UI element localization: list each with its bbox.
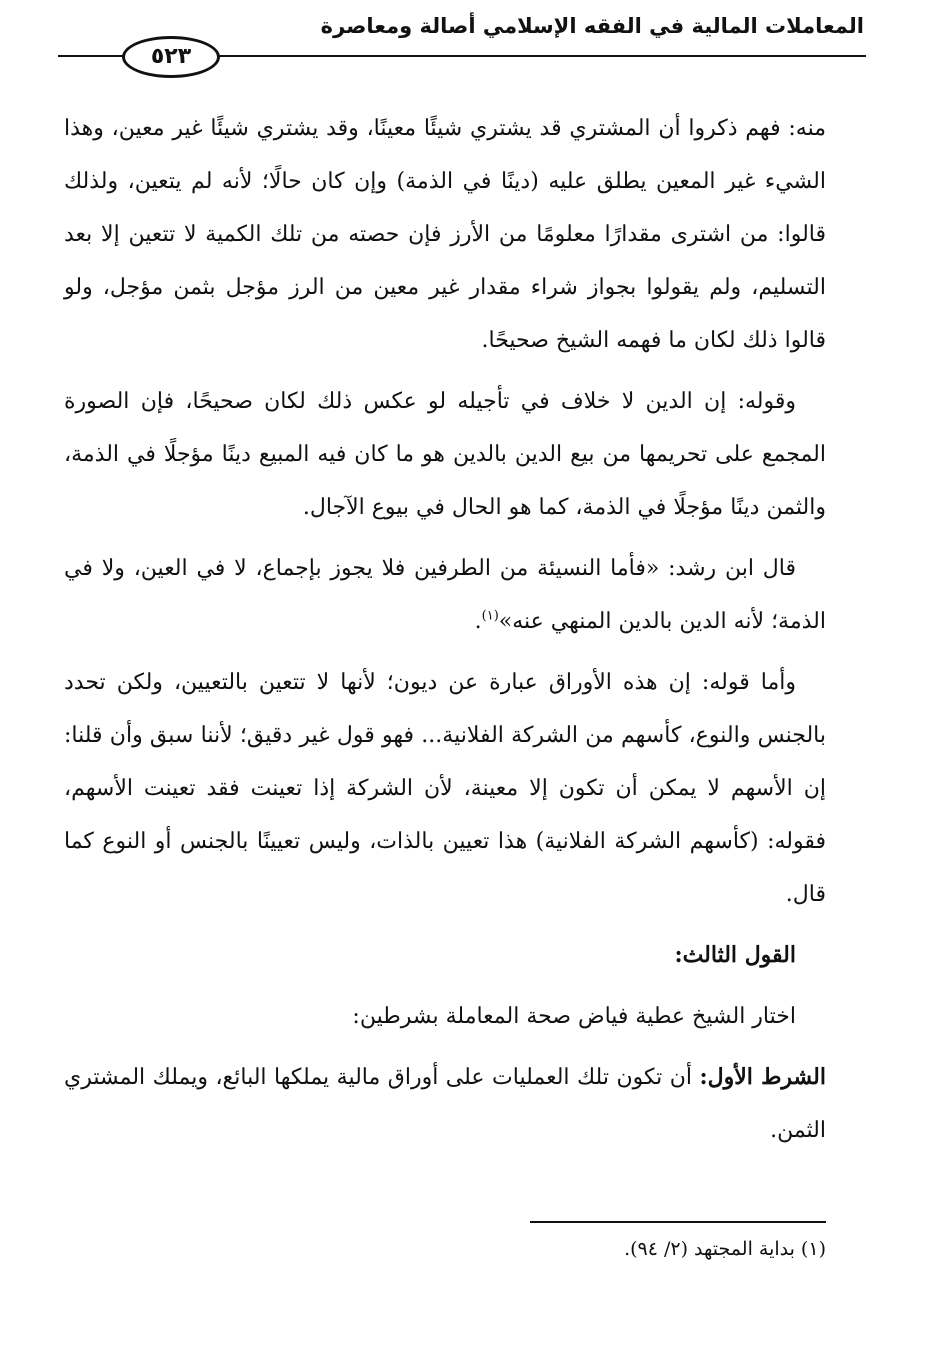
paragraph-2 <box>64 375 826 534</box>
text-line: فقد تعينت الأسهم، فقوله: (كأسهم الشركة الفلانية) هذا تعيين بالذات، وليس <box>64 776 826 854</box>
text-line: أن تكون تلك العمليات على أوراق مالية يملكها البائع، <box>215 1065 700 1090</box>
text-line: منه: فهم ذكروا أن المشتري قد يشتري شيئًا معينًا، وقد يشتري شيئًا غير معين، <box>111 116 826 141</box>
text-line: تعيينًا بالجنس أو النوع كما قال. <box>64 829 826 907</box>
text-line: سبق وأن قلنا: إن الأسهم لا يمكن أن تكون إلا معينة، لأن الشركة إذا تعينت <box>64 723 826 801</box>
body-text <box>64 102 826 1157</box>
text-line: في الذمة؛ لأنه الدين بالدين المنهي عنه» <box>64 556 826 634</box>
text-line: الكمية لا تتعين إلا بعد التسليم، ولم يقولوا بجواز شراء مقدار غير معين من الرز <box>64 222 826 300</box>
running-title: المعاملات المالية في الفقه الإسلامي أصالة ومعاصرة <box>320 14 864 38</box>
paragraph-6-condition <box>64 1051 826 1157</box>
text-line: قال ابن رشد: «فأما النسيئة من الطرفين فلا يجوز بإجماع، لا في العين، ولا <box>101 556 797 581</box>
text-line: مؤجلًا في الذمة، والثمن دينًا مؤجلًا في الذمة، كما هو الحال في بيوع <box>64 442 826 520</box>
text-line-end: . <box>474 609 482 634</box>
footnote-reference[interactable]: (١) <box>481 608 499 624</box>
condition-label: الشرط الأول: <box>699 1064 826 1090</box>
footnote-rule <box>530 1221 826 1223</box>
footnote: (١) بداية المجتهد (٢/ ٩٤). <box>624 1238 826 1260</box>
text-line: الصورة المجمع على تحريمها من بيع الدين بالدين هو ما كان فيه المبيع دينًا <box>64 389 826 467</box>
text-line: يتعين، ولذلك قالوا: من اشترى مقدارًا معلومًا من الأرز فإن حصته من تلك <box>64 169 826 247</box>
paragraph-5: اختار الشيخ عطية فياض صحة المعاملة بشرطين: <box>352 1004 796 1029</box>
text-line: وأما قوله: إن هذه الأوراق عبارة عن ديون؛ لأنها لا تتعين بالتعيين، ولكن <box>116 670 796 695</box>
paragraph-3-quote <box>64 542 826 648</box>
paragraph-1 <box>64 102 826 367</box>
text-line: وهذا الشيء غير المعين يطلق عليه (دينًا في الذمة) وإن كان حالًا؛ لأنه لم <box>64 116 826 194</box>
page-number: ٥٢٣ <box>122 36 220 78</box>
text-line: الآجال. <box>302 495 365 520</box>
section-heading: القول الثالث: <box>674 942 796 968</box>
text-line: مؤجل بثمن مؤجل، ولو قالوا ذلك لكان ما فهمه الشيخ صحيحًا. <box>64 275 826 353</box>
text-line: وقوله: إن الدين لا خلاف في تأجيله لو عكس ذلك لكان صحيحًا، فإن <box>140 389 796 414</box>
paragraph-4 <box>64 656 826 921</box>
text-line: ويملك المشتري الثمن. <box>64 1065 826 1143</box>
text-line: تحدد بالجنس والنوع، كأسهم من الشركة الفلانية... فهو قول غير دقيق؛ لأننا <box>64 670 826 748</box>
